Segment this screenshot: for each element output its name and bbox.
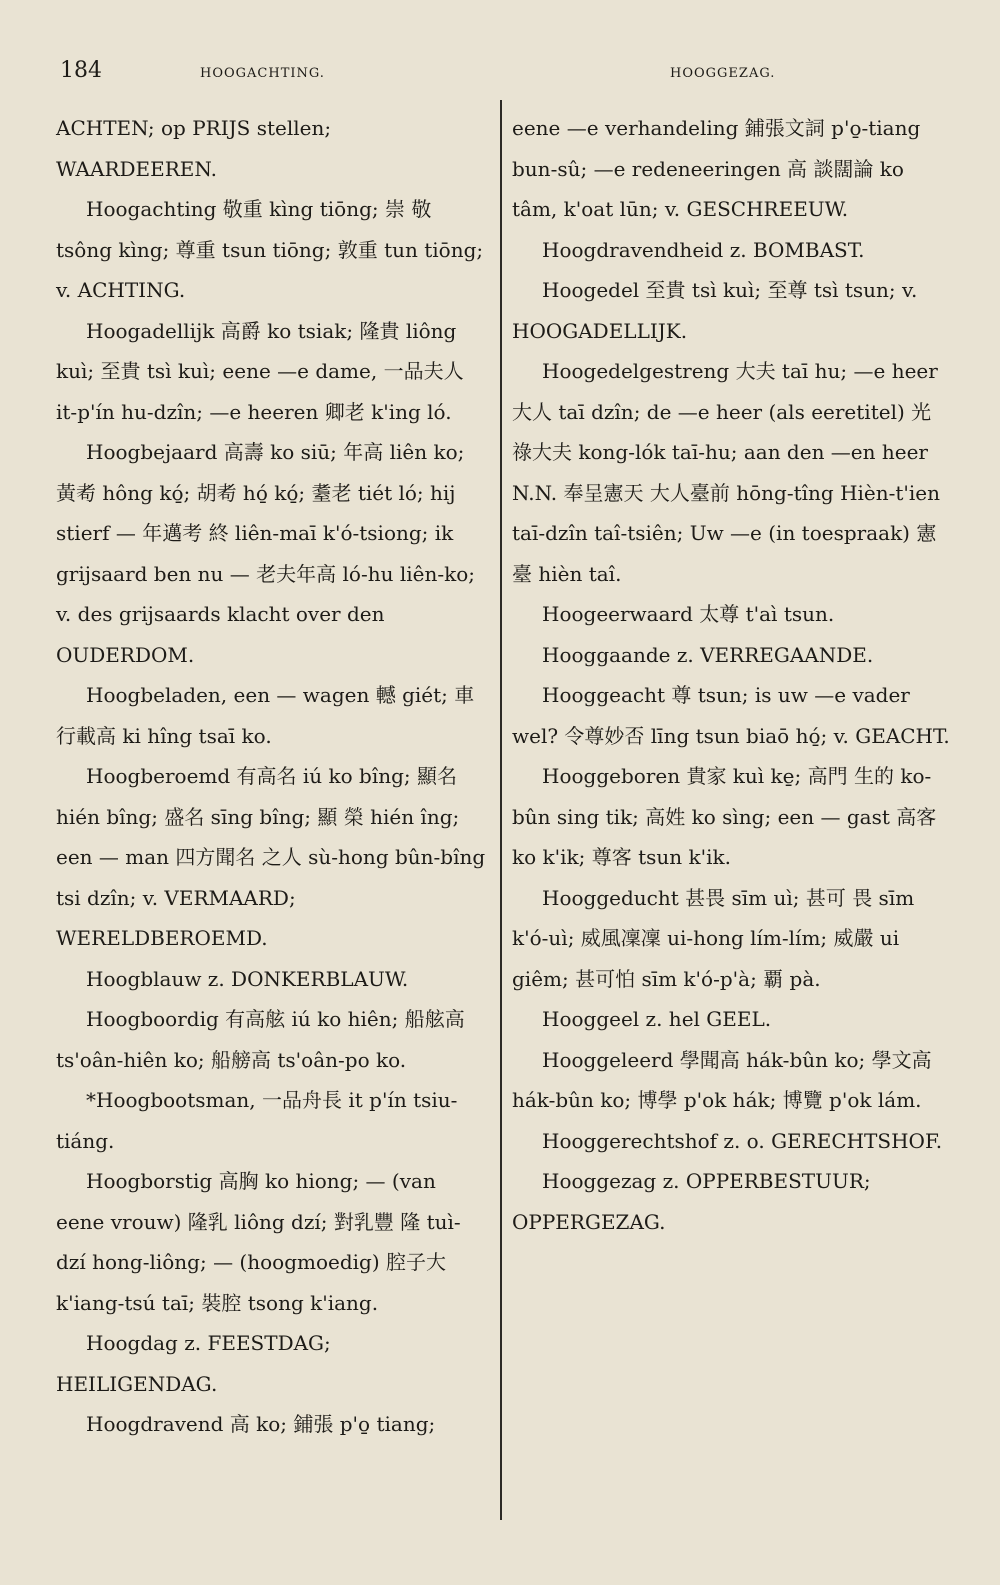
- page-header: [60, 58, 960, 98]
- dictionary-entry: *Hoogbootsman, 一品舟長 it p'ín tsiu-tiáng.: [56, 1088, 458, 1153]
- dictionary-entry: Hooggerechtshof z. o. GERECHTSHOF.: [542, 1128, 943, 1153]
- running-head-left: HOOGACHTING.: [200, 66, 325, 81]
- dictionary-entry: Hooggeleerd 學聞高 hák-bûn ko; 學文高 hák-bûn ko; 博學 p'ok hák; 博覽 p'ok lám.: [512, 1047, 932, 1112]
- dictionary-entry: Hoogbejaard 高壽 ko siū; 年高 liên ko; 黃耇 hông kó̱; 胡耇 hó̱ kó̱; 耋老 tiét ló; hij stierf — 年邁考 終 liên-maī k'ó-tsiong; ik grijsaard ben nu — 老夫年高 ló-hu liên-ko; v. des grijsaards klacht over den OUDERDOM.: [56, 440, 475, 667]
- dictionary-entry: Hooggaande z. VERREGAANDE.: [542, 642, 874, 667]
- dictionary-entry: Hooggeacht 尊 tsun; is uw —e vader wel? 令尊妙否 līng tsun biaō hó̱; v. GEACHT.: [512, 683, 950, 748]
- dictionary-entry: Hooggezag z. OPPERBESTUUR; OPPERGEZAG.: [512, 1169, 871, 1234]
- dictionary-entry: Hoogachting 敬重 kìng tiōng; 崇 敬 tsông kìng; 尊重 tsun tiōng; 敦重 tun tiōng; v. ACHTING.: [56, 197, 484, 302]
- right-column: [512, 108, 950, 1242]
- dictionary-entry: Hoogdravend 高 ko; 鋪張 p'o̱ tiang;: [86, 1412, 436, 1436]
- dictionary-entry: Hoogblauw z. DONKERBLAUW.: [86, 966, 409, 991]
- page-number: 184: [60, 58, 102, 83]
- dictionary-entry: Hoogdravendheid z. BOMBAST.: [542, 237, 865, 262]
- dictionary-entry: Hoogedelgestreng 大夫 taī hu; —e heer 大人 taī dzîn; de —e heer (als eeretitel) 光祿大夫 kong-lók taī-hu; aan den —en heer N.N. 奉呈憲天 大人臺前 hōng-tîng Hièn-t'ien taī-dzîn taî-tsiên; Uw —e (in toespraak) 憲 臺 hièn taî.: [512, 359, 941, 586]
- dictionary-entry: Hooggeducht 甚畏 sīm uì; 甚可 畏 sīm k'ó-uì; 威風凜凜 ui-hong lím-lím; 威嚴 ui giêm; 甚可怕 sīm k'ó-p'à; 覇 pà.: [512, 885, 915, 991]
- dictionary-entry: Hoogboordig 有高舷 iú ko hiên; 船舷高 ts'oân-hiên ko; 船艕高 ts'oân-po ko.: [56, 1007, 465, 1072]
- dictionary-entry: Hoogeerwaard 太尊 t'aì tsun.: [542, 602, 835, 626]
- dictionary-entry: Hoogbeladen, een — wagen 轗 giét; 車行載高 ki hîng tsaī ko.: [56, 683, 475, 748]
- dictionary-entry: Hooggeel z. hel GEEL.: [542, 1007, 772, 1031]
- dictionary-entry: Hoogberoemd 有高名 iú ko bîng; 顯名 hién bîng; 盛名 sīng bîng; 顯 榮 hién îng; een — man 四方聞名 之人 sù-hong bûn-bîng tsi dzîn; v. VERMAARD; WERELDBEROEMD.: [56, 764, 486, 950]
- left-column: [56, 108, 488, 1445]
- dictionary-entry: ACHTEN; op PRIJS stellen; WAARDEEREN.: [56, 116, 332, 181]
- dictionary-entry: Hoogborstig 高胸 ko hiong; — (van eene vrouw) 隆乳 liông dzí; 對乳豐 隆 tuì-dzí hong-liông; — (hoogmoedig) 腔子大 k'iang-tsú taī; 裝腔 tsong k'iang.: [56, 1169, 461, 1315]
- dictionary-entry: Hoogedel 至貴 tsì kuì; 至尊 tsì tsun; v. HOOGADELLIJK.: [512, 278, 918, 343]
- running-head-right: HOOGGEZAG.: [670, 66, 776, 81]
- dictionary-entry: Hoogdag z. FEESTDAG; HEILIGENDAG.: [56, 1331, 331, 1396]
- dictionary-entry: Hoogadellijk 高爵 ko tsiak; 隆貴 liông kuì; 至貴 tsì kuì; eene —e dame, 一品夫人 it-p'ín hu-dzîn; —e heeren 卿老 k'ing ló.: [56, 318, 464, 424]
- column-divider: [500, 100, 502, 1520]
- dictionary-entry: eene —e verhandeling 鋪張文詞 p'o̱-tiang bun-sû; —e redeneeringen 高 談闊論 ko tâm, k'oat lūn; v. GESCHREEUW.: [512, 116, 921, 221]
- dictionary-entry: Hooggeboren 貴家 kuì ke̱; 高門 生的 ko-bûn sing tik; 高姓 ko sìng; een — gast 高客 ko k'ik; 尊客 tsun k'ik.: [512, 764, 937, 869]
